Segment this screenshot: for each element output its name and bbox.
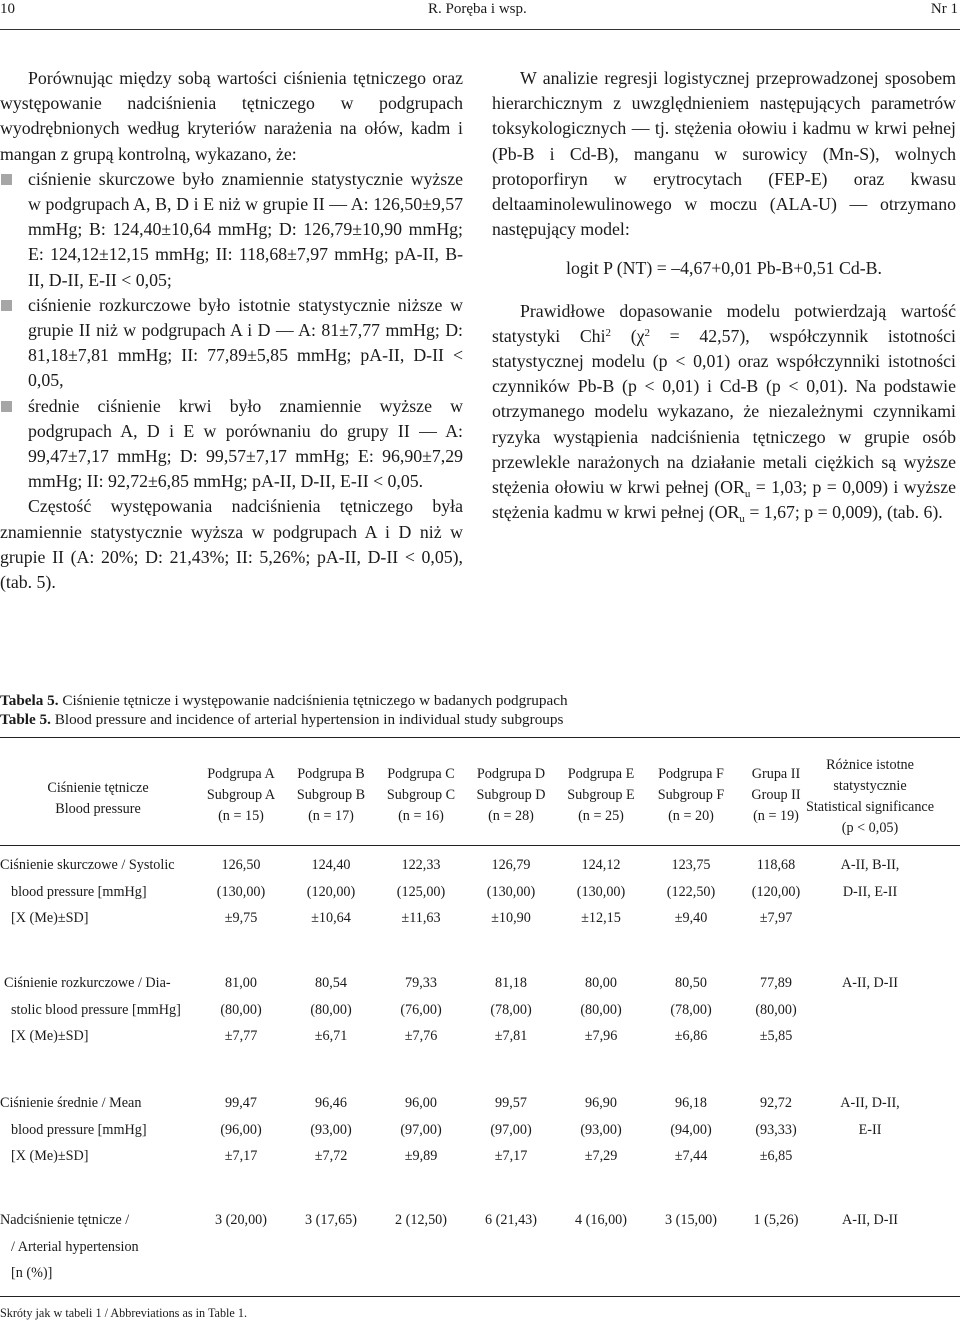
- table-cell: 126,79 (130,00) ±10,90: [486, 857, 536, 926]
- table-cell: 99,57 (97,00) ±7,17: [490, 1095, 532, 1164]
- table-cell: 77,89 (80,00) ±5,85: [755, 975, 797, 1044]
- page-number: 10: [0, 1, 15, 17]
- significance-cell: A-II, D-II: [842, 1212, 898, 1228]
- column-header: Różnice istotne statystycznie Statistical significance (p < 0,05): [805, 757, 935, 836]
- significance-cell: A-II, B-II, D-II, E-II: [840, 857, 900, 900]
- caption-english: Table 5. Blood pressure and incidence of arterial hypertension in individual study subgroups: [0, 711, 564, 728]
- column-header: Podgrupa D Subgroup D (n = 28): [476, 766, 546, 824]
- bullet-diastolic: ciśnienie rozkurczowe było istotnie statystycznie niższe w grupie II niż w podgrupach A i D — A: 81±7,77 mmHg; D: 81,18±7,81 mmHg; II: 77,89±5,85 mmHg; pA-II, D-II < 0,05,: [0, 293, 463, 394]
- column-header: Grupa II Group II (n = 19): [751, 766, 801, 824]
- column-header: Ciśnienie tętnicze Blood pressure: [47, 780, 149, 817]
- running-authors: R. Poręba i wsp.: [428, 1, 527, 17]
- table-cell: 92,72 (93,33) ±6,85: [755, 1095, 797, 1164]
- table-cell: 99,47 (96,00) ±7,17: [220, 1095, 262, 1164]
- table-cell: 81,18 (78,00) ±7,81: [490, 975, 532, 1044]
- table-cell: 81,00 (80,00) ±7,77: [220, 975, 262, 1044]
- table-cell: 79,33 (76,00) ±7,76: [400, 975, 442, 1044]
- table-cell: 118,68 (120,00) ±7,97: [751, 857, 801, 926]
- row-label: Ciśnienie średnie / Mean blood pressure [mmHg] [X (Me)±SD]: [0, 1095, 147, 1164]
- regression-paragraph: W analizie regresji logistycznej przeprowadzonej sposobem hierarchicznym z uwzględnieniem następujących parametrów toksykologicznych — tj. stężenia ołowiu i kadmu w krwi pełnej (Pb-B i Cd-B), manganu w surowicy (Mn-S), wolnych protoporfiryn w erytrocytach (FEP-E) oraz kwasu deltaaminolewulinowego w moczu (ALA-U) — otrzymano następujący model:: [492, 68, 956, 240]
- table-footnote: Skróty jak w tabeli 1 / Abbreviations as in Table 1.: [0, 1306, 248, 1320]
- table-cell: 3 (17,65): [304, 1212, 357, 1228]
- logit-formula: logit P (NT) = –4,67+0,01 Pb-B+0,51 Cd-B.: [566, 258, 882, 279]
- table-cell: 96,90 (93,00) ±7,29: [580, 1095, 622, 1164]
- table-cell: 3 (15,00): [664, 1212, 717, 1228]
- column-header: Podgrupa C Subgroup C (n = 16): [386, 766, 456, 824]
- table-cell: 6 (21,43): [484, 1212, 537, 1228]
- bullet-systolic: ciśnienie skurczowe było znamiennie statystycznie wyższe w podgrupach A, B, D i E niż w grupie II — A: 126,50±9,57 mmHg; B: 124,40±10,64 mmHg; D: 126,79±10,90 mmHg; E: 124,12±12,15 mmHg; II: 118,68±7,97 mmHg; pA-II, B-II, D-II, E-II < 0,05;: [0, 167, 463, 293]
- significance-cell: A-II, D-II, E-II: [840, 1095, 900, 1138]
- table-cell: 96,00 (97,00) ±9,89: [400, 1095, 442, 1164]
- column-header: Podgrupa F Subgroup F (n = 20): [657, 766, 725, 824]
- intro-paragraph: Porównując między sobą wartości ciśnienia tętniczego oraz występowanie nadciśnienia tętniczego w podgrupach wyodrębnionych według kryteriów narażenia na ołów, kadm i mangan z grupą kontrolną, wykazano, że:: [0, 68, 463, 164]
- table-cell: 80,50 (78,00) ±6,86: [670, 975, 712, 1044]
- table-cell: 96,18 (94,00) ±7,44: [670, 1095, 712, 1164]
- row-label: Ciśnienie skurczowe / Systolic blood pressure [mmHg] [X (Me)±SD]: [0, 857, 175, 926]
- table-cell: 96,46 (93,00) ±7,72: [310, 1095, 352, 1164]
- row-label: Nadciśnienie tętnicze / / Arterial hypertension [n (%)]: [0, 1212, 139, 1281]
- table-cell: 4 (16,00): [574, 1212, 627, 1228]
- table-cell: 80,54 (80,00) ±6,71: [310, 975, 352, 1044]
- table-cell: 123,75 (122,50) ±9,40: [666, 857, 716, 926]
- column-header: Podgrupa A Subgroup A (n = 15): [206, 766, 276, 824]
- table-cell: 1 (5,26): [753, 1212, 799, 1228]
- column-header: Podgrupa E Subgroup E (n = 25): [567, 766, 635, 824]
- table-cell: 126,50 (130,00) ±9,75: [216, 857, 266, 926]
- bullet-mean: średnie ciśnienie krwi było znamiennie wyższe w podgrupach A, D i E w porównaniu do grupy II — A: 99,47±7,17 mmHg; D: 99,57±7,17 mmHg; E: 96,90±7,29 mmHg; II: 92,72±6,85 mmHg; pA-II, D-II, E-II < 0,05.: [0, 394, 463, 495]
- table-cell: 122,33 (125,00) ±11,63: [396, 857, 446, 926]
- conclusion-paragraph: Częstość występowania nadciśnienia tętniczego była znamiennie statystycznie wyższa w podgrupach A i D niż w grupie II (A: 20%; D: 21,43%; II: 5,26%; pA-II, D-II < 0,05), (tab. 5).: [0, 496, 463, 593]
- table-cell: 3 (20,00): [214, 1212, 267, 1228]
- column-header: Podgrupa B Subgroup B (n = 17): [296, 766, 366, 824]
- table-cell: 80,00 (80,00) ±7,96: [580, 975, 622, 1044]
- significance-cell: A-II, D-II: [842, 975, 898, 991]
- row-label: Ciśnienie rozkurczowe / Dia- stolic blood pressure [mmHg] [X (Me)±SD]: [4, 975, 181, 1044]
- caption-polish: Tabela 5. Ciśnienie tętnicze i występowanie nadciśnienia tętniczego w badanych podgrupach: [0, 692, 568, 709]
- model-fit-paragraph: Prawidłowe dopasowanie modelu potwierdzają wartość statystyki Chi$^2$ $(\chi^2 = 42,57)$, współczynnik istotności statystycznej modelu (p < 0,01) oraz współczynniki istotności czynników Pb-B (p < 0,01) i Cd-B (p < 0,01). Na podstawie otrzymanego modelu wykazano, że niezależnymi czynnikami ryzyka wystąpienia nadciśnienia tętniczego w grupie osób przewlekle narażonych na działanie metali ciężkich są wyższe stężenia ołowiu w krwi pełnej ($OR_u = 1,03$; p = 0,009) i wyższe stężenia kadmu w krwi pełnej ($OR_u = 1,67$; p = 0,009), (tab. 6).: [492, 300, 956, 526]
- issue-number: Nr 1: [930, 1, 958, 17]
- table-cell: 2 (12,50): [394, 1212, 447, 1228]
- table-cell: 124,12 (130,00) ±12,15: [576, 857, 626, 926]
- table-cell: 124,40 (120,00) ±10,64: [306, 857, 356, 926]
